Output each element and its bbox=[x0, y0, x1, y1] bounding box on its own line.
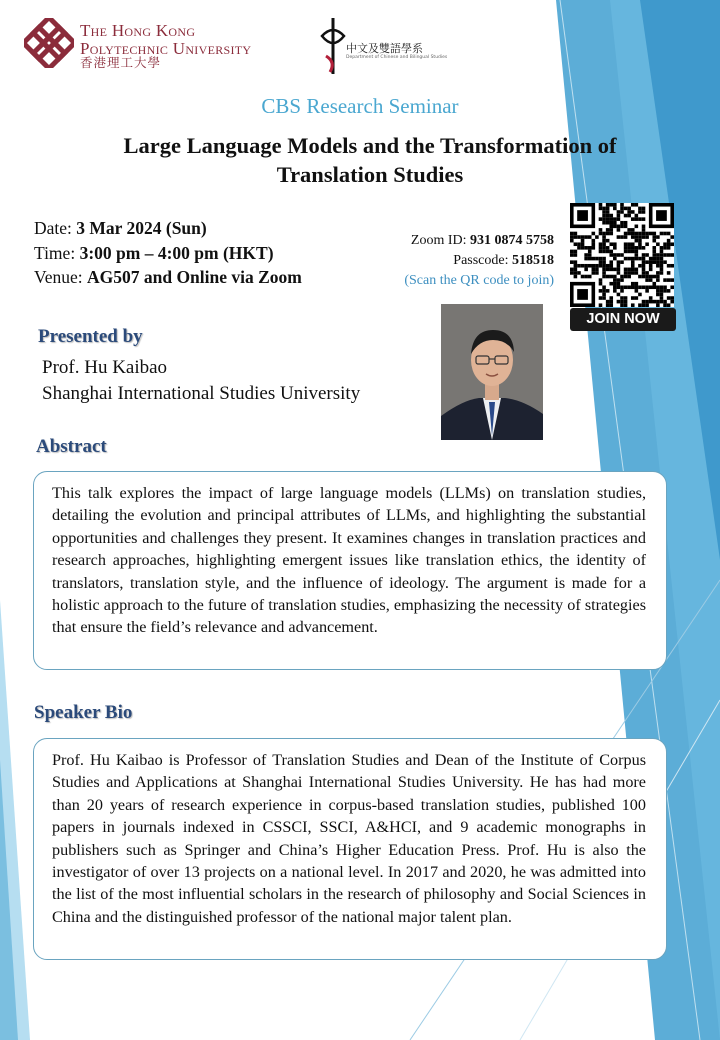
speaker-photo bbox=[441, 304, 543, 440]
department-logo-icon bbox=[318, 16, 348, 78]
abstract-heading: Abstract bbox=[36, 436, 107, 457]
event-venue: Venue: AG507 and Online via Zoom bbox=[34, 267, 302, 287]
university-name-zh: 香港理工大學 bbox=[80, 55, 162, 70]
qr-code-icon[interactable] bbox=[570, 203, 674, 307]
join-now-button[interactable]: JOIN NOW bbox=[570, 308, 676, 331]
talk-title bbox=[60, 131, 680, 189]
zoom-id: Zoom ID: 931 0874 5758 bbox=[410, 233, 554, 248]
event-time: Time: 3:00 pm – 4:00 pm (HKT) bbox=[34, 242, 274, 263]
presenter-name: Prof. Hu Kaibao bbox=[42, 357, 168, 378]
zoom-passcode: Passcode: 518518 bbox=[453, 253, 554, 268]
speaker-bio-heading: Speaker Bio bbox=[34, 702, 133, 723]
university-name-line2: Polytechnic University bbox=[80, 39, 252, 58]
zoom-id-value[interactable]: 931 0874 5758 bbox=[470, 233, 554, 248]
event-date-value: 3 Mar 2024 (Sun) bbox=[76, 218, 207, 238]
scan-note: (Scan the QR code to join) bbox=[404, 273, 554, 288]
zoom-passcode-value[interactable]: 518518 bbox=[512, 253, 554, 268]
talk-title-line1: Large Language Models and the Transformation of bbox=[123, 133, 617, 158]
presented-by-heading: Presented by bbox=[38, 326, 143, 347]
event-details bbox=[34, 216, 302, 290]
zoom-details bbox=[360, 231, 554, 291]
university-name-line1: The Hong Kong bbox=[80, 21, 196, 40]
seminar-label: CBS Research Seminar bbox=[261, 94, 459, 118]
abstract-text: This talk explores the impact of large language models (LLMs) on translation studies, detailing the evolution and principal attributes of LLMs, and highlighting the substantial opportunities and challenges they present. It examines changes in translation practices and research approaches, highlighting emergent issues like translation ethics, the identity of translators, translation style, and the influence of ideology. The argument is made for a holistic approach to the future of translation studies, emphasizing the necessity of strategies that ensure the field’s relevance and advancement. bbox=[52, 484, 646, 637]
presenter-affiliation: Shanghai International Studies University bbox=[42, 383, 361, 404]
presenter-info bbox=[42, 355, 360, 407]
talk-title-line2: Translation Studies bbox=[276, 162, 464, 187]
abstract-box bbox=[33, 471, 667, 670]
department-name-zh: 中文及雙語學系 bbox=[346, 42, 423, 55]
event-venue-value: AG507 and Online via Zoom bbox=[86, 267, 302, 287]
speaker-bio-text: Prof. Hu Kaibao is Professor of Translation Studies and Dean of the Institute of Corpus Studies and Applications at Shanghai International Studies University. He has had more than 20 years of research experience in corpus-based translation studies, published 100 papers in journals indexed in CSSCI, SSCI, A&HCI, and 9 academic monographs in publishers such as Springer and China’s Higher Education Press. Prof. Hu is also the investigator of over 13 projects on a national level. In 2017 and 2020, he was admitted into the list of the most influential scholars in the research of philosophy and Social Sciences in China and the distinguished professor of the national major talent plan. bbox=[52, 751, 646, 926]
event-date: Date: 3 Mar 2024 (Sun) bbox=[34, 218, 207, 238]
department-name-en: Department of Chinese and Bilingual Studies bbox=[346, 55, 448, 60]
polyu-logo-icon bbox=[24, 18, 74, 68]
event-time-value: 3:00 pm – 4:00 pm (HKT) bbox=[79, 242, 274, 263]
speaker-bio-box bbox=[33, 738, 667, 960]
